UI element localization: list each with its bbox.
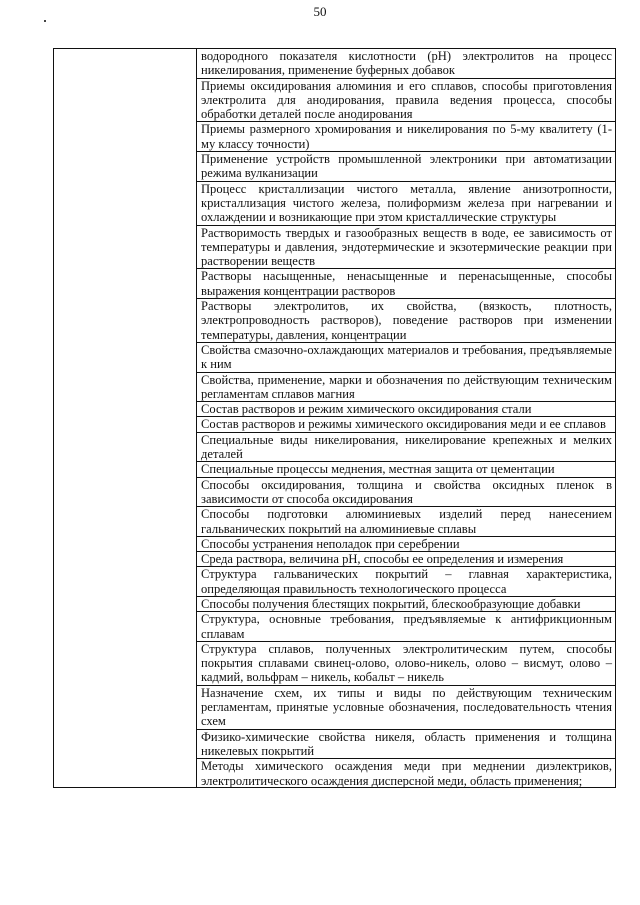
table-cell: [197, 507, 616, 537]
cell-text: Растворы электролитов, их свойства, (вязкость, плотность, электропроводность растворов), поведение растворов при изменении температуры, давления, концентрации: [201, 299, 612, 342]
cell-text: Структура сплавов, полученных электролитическим путем, способы покрытия сплавами свинец-олово, олово-никель, олово – висмут, олово – кадмий, вольфрам – никель, кобальт – никель: [201, 641, 612, 685]
table-cell: [197, 641, 616, 685]
table-cell: [197, 299, 616, 343]
table-cell: [197, 432, 616, 462]
cell-text: Способы получения блестящих покрытий, блескообразующие добавки: [201, 596, 581, 611]
cell-text: Растворы насыщенные, ненасыщенные и перенасыщенные, способы выражения концентрации растворов: [201, 269, 612, 298]
table-cell: [197, 462, 616, 477]
cell-text: Состав растворов и режим химического оксидирования стали: [201, 402, 532, 417]
cell-text: Процесс кристаллизации чистого металла, явление анизотропности, кристаллизация чистого железа, полиформизм железа при нагревании и охлаждении и возникающие при этом кристаллические структуры: [201, 181, 612, 225]
cell-text: Среда раствора, величина pH, способы ее определения и измерения: [201, 552, 564, 567]
cell-text: Растворимость твердых и газообразных веществ в воде, ее зависимость от температуры и давления, эндотермические и экзотермические реакции при растворении веществ: [201, 225, 612, 269]
table-cell: [197, 417, 616, 432]
cell-text: Способы устранения неполадок при серебрении: [201, 536, 460, 551]
table-cell: [197, 269, 616, 299]
cell-text: Свойства смазочно-охлаждающих материалов и требования, предъявляемые к ним: [201, 342, 612, 372]
cell-text: Приемы оксидирования алюминия и его сплавов, способы приготовления электролита для анодирования, правила ведения процесса, способы обработки деталей после анодирования: [201, 78, 612, 122]
cell-text: Способы подготовки алюминиевых изделий перед нанесением гальванических покрытий на алюминиевые сплавы: [201, 507, 612, 536]
page-number: 50: [313, 4, 327, 19]
table-cell: [197, 759, 616, 788]
scan-artifact-dot: [44, 20, 46, 22]
cell-text: Свойства, применение, марки и обозначения по действующим техническим регламентам сплавов магния: [201, 372, 612, 401]
cell-text: Специальные виды никелирования, никелирование крепежных и мелких деталей: [201, 432, 612, 462]
cell-text: Структура гальванических покрытий – главная характеристика, определяющая правильность технологического процесса: [201, 567, 612, 596]
table-cell: [197, 78, 616, 122]
table-cell: [197, 122, 616, 152]
table-cell: [197, 477, 616, 507]
table-cell: [197, 342, 616, 372]
cell-text: Структура, основные требования, предъявляемые к антифрикционным сплавам: [201, 612, 612, 641]
table-cell: [197, 49, 616, 79]
table-cell: [197, 685, 616, 729]
knowledge-table: [53, 48, 616, 788]
table-cell: [197, 402, 616, 417]
cell-text: Физико-химические свойства никеля, область применения и толщина никелевых покрытий: [201, 729, 612, 758]
table-cell: [197, 536, 616, 551]
table-cell: [197, 225, 616, 269]
table-row: [54, 49, 616, 79]
table-cell: [197, 152, 616, 182]
cell-text: Приемы размерного хромирования и никелирования по 5-му квалитету (1-му классу точности): [201, 122, 612, 151]
table-cell: [197, 181, 616, 225]
table-cell: [197, 567, 616, 597]
cell-text: Состав растворов и режимы химического оксидирования меди и ее сплавов: [201, 417, 606, 432]
left-column-empty-cell: [54, 49, 197, 788]
table-cell: [197, 596, 616, 611]
table-cell: [197, 552, 616, 567]
cell-text: Назначение схем, их типы и виды по действующим техническим регламентам, принятые условные обозначения, последовательность чтения схем: [201, 685, 612, 729]
table-cell: [197, 612, 616, 642]
table-cell: [197, 372, 616, 402]
cell-text: Применение устройств промышленной электроники при автоматизации режима вулканизации: [201, 152, 612, 181]
cell-text: Методы химического осаждения меди при меднении диэлектриков, электролитического осаждения дисперсной меди, область применения;: [201, 759, 612, 788]
cell-text: Способы оксидирования, толщина и свойства оксидных пленок в зависимости от способа оксидирования: [201, 477, 612, 506]
cell-text: водородного показателя кислотности (pH) электролитов на процесс никелирования, применение буферных добавок: [201, 49, 612, 78]
cell-text: Специальные процессы меднения, местная защита от цементации: [201, 462, 555, 477]
table-cell: [197, 729, 616, 759]
